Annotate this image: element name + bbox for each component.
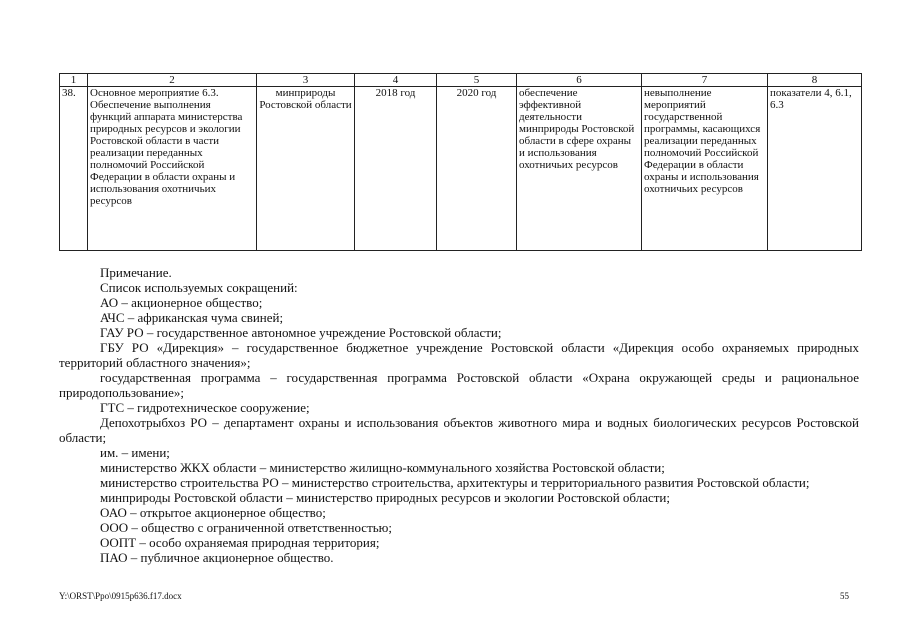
event-cell: Основное мероприятие 6.3. Обеспечение выполнения функций аппарата министерства природных ресурсов и экологии Ростовской области в части реализации переданных полномочий Российской Федерации в области охраны и использования охотничьих ресурсов — [88, 87, 257, 251]
note-line: АЧС – африканская чума свиней; — [100, 310, 284, 325]
consequences-cell: невыполнение мероприятий государственной программы, касающихся реализации переданных полномочий Российской Федерации в области охраны и использования охотничьих ресурсов — [642, 87, 768, 251]
note-line: ООО – общество с ограниченной ответственностью; — [100, 520, 393, 535]
program-table — [59, 73, 862, 251]
column-header: 5 — [437, 74, 517, 87]
executor-cell: минприроды Ростовской области — [257, 87, 355, 251]
note-subheading: Список используемых сокращений: — [100, 280, 298, 295]
note-line: ОАО – открытое акционерное общество; — [100, 505, 326, 520]
row-number: 38. — [60, 87, 88, 251]
note-line: министерство строительства РО – министерство строительства, архитектуры и территориального развития Ростовской области; — [100, 475, 810, 490]
table-row — [60, 87, 862, 251]
indicators-cell: показатели 4, 6.1, 6.3 — [768, 87, 862, 251]
note-line: ГТС – гидротехническое сооружение; — [100, 400, 310, 415]
note-line: ГАУ РО – государственное автономное учреждение Ростовской области; — [100, 325, 502, 340]
note-line: ПАО – публичное акционерное общество. — [100, 550, 334, 565]
expected-result-cell: обеспечение эффективной деятельности минприроды Ростовской области в сфере охраны и использования охотничьих ресурсов — [517, 87, 642, 251]
file-path: Y:\ORST\Ppo\0915p636.f17.docx — [59, 591, 182, 601]
note-line: ГБУ РО «Дирекция» – государственное бюджетное учреждение Ростовской области «Дирекция особо охраняемых природных территорий областного значения»; — [59, 340, 859, 370]
column-header: 1 — [60, 74, 88, 87]
note-line: Депохотрыбхоз РО – департамент охраны и использования объектов животного мира и водных биологических ресурсов Ростовской области; — [59, 415, 859, 445]
table-header-row — [60, 74, 862, 87]
column-header: 2 — [88, 74, 257, 87]
end-year-cell: 2020 год — [437, 87, 517, 251]
column-header: 4 — [355, 74, 437, 87]
note-line: им. – имени; — [100, 445, 170, 460]
column-header: 3 — [257, 74, 355, 87]
note-line: министерство ЖКХ области – министерство жилищно-коммунального хозяйства Ростовской области; — [100, 460, 665, 475]
note-line: государственная программа – государственная программа Ростовской области «Охрана окружающей среды и рациональное природопользование»; — [59, 370, 859, 400]
column-header: 6 — [517, 74, 642, 87]
note-line: ООПТ – особо охраняемая природная территория; — [100, 535, 380, 550]
column-header: 8 — [768, 74, 862, 87]
note-line: АО – акционерное общество; — [100, 295, 263, 310]
page-number: 55 — [840, 591, 849, 601]
note-heading: Примечание. — [100, 265, 172, 280]
column-header: 7 — [642, 74, 768, 87]
note-line: минприроды Ростовской области – министерство природных ресурсов и экологии Ростовской области; — [100, 490, 670, 505]
start-year-cell: 2018 год — [355, 87, 437, 251]
abbreviations-notes — [59, 265, 859, 565]
